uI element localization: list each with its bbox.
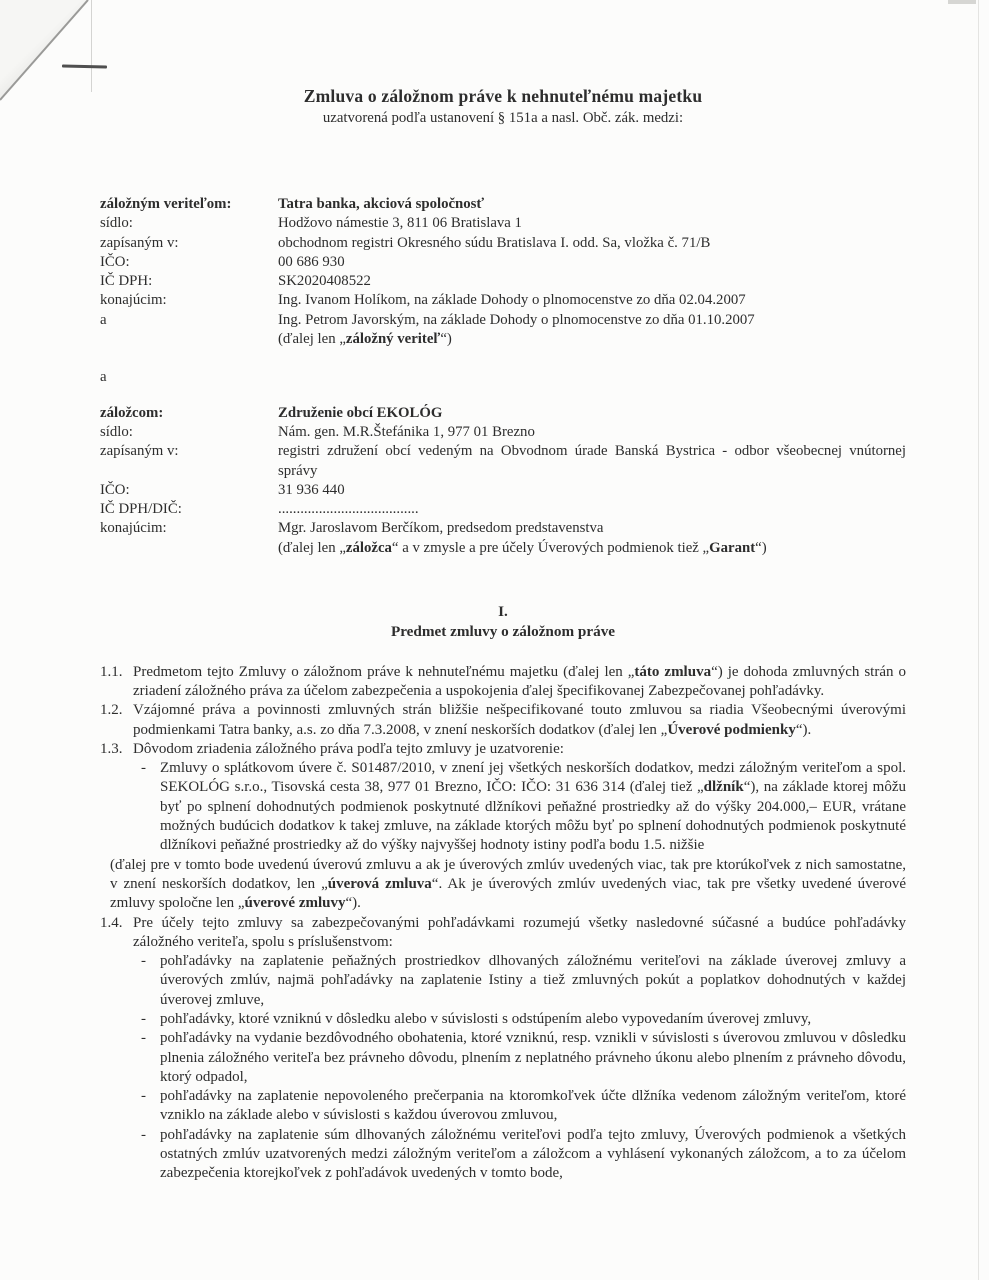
parties-connector: a: [100, 369, 107, 386]
party-row-value: (ďalej len „záložca“ a v zmysle a pre účely Úverových podmienok tiež „Garant“): [278, 539, 767, 556]
party-row-value: obchodnom registri Okresného súdu Bratislava I. odd. Sa, vložka č. 71/B: [278, 234, 711, 251]
party-row: [100, 272, 906, 291]
party-row-value: Mgr. Jaroslavom Berčíkom, predsedom predstavenstva: [278, 520, 604, 537]
party-row-label: [100, 539, 278, 558]
section-heading: [100, 602, 906, 642]
document-page: [100, 0, 906, 1184]
bullet-text: pohľadávky na zaplatenie peňažných prostriedkov dlhovaných záložnému veriteľovi na základe úverovej zmluvy a úverových zmlúv, najmä pohľadávky na zaplatenie Istiny a tiež zmluvných pokút a poplatkov dohodnutých v každej úverovej zmluve,: [160, 953, 906, 1008]
party-row-label: zapísaným v:: [100, 234, 179, 251]
party-row-value: Združenie obcí EKOLÓG: [278, 404, 443, 421]
clause-text: Dôvodom zriadenia záložného práva podľa tejto zmluvy je uzatvorenie:: [133, 740, 564, 757]
party-row: [100, 539, 906, 558]
party-row-value: 00 686 930: [278, 253, 345, 270]
clause-bullet: [133, 1087, 906, 1126]
bullet-text: Zmluvy o splátkovom úvere č. S01487/2010, v znení jej všetkých neskorších dodatkov, medzi záložným veriteľom a spol. SEKOLÓG s.r.o., Tisovská cesta 38, 977 01 Brezno, IČO: IČO: 31 636 314 (ďalej tiež „dlžník“), na základe ktorej môžu byť po splnení dohodnutých podmienok poskytnuté dlžníkovi peňažné prostriedky až do výšky 204.000,– EUR, vrátane možných budúcich dodatkov k takej zmluve, na základe ktorých môžu byť po splnení dohodnutých podmienok poskytnuté dlžníkovi peňažné prostriedky až do výšky najvyššej hodnoty istiny podľa bodu 1.5. nižšie: [160, 760, 907, 854]
party-row-label: zapísaným v:: [100, 443, 179, 460]
bullet-text: pohľadávky na zaplatenie súm dlhovaných záložnému veriteľovi podľa tejto zmluvy, Úverových podmienok a všetkých ostatných zmlúv uzatvorených medzi záložným veriteľom a záložcom a vyhlásení vykonaných záložcom, a to za účelom zabezpečenia ktorejkoľvek z pohľadávok uvedených v tomto bode,: [160, 1126, 906, 1182]
party-row-label: konajúcim:: [100, 520, 167, 537]
party-row: [100, 291, 906, 310]
bullet-dash: -: [141, 1030, 146, 1047]
party-row: [100, 195, 906, 214]
section-title: Predmet zmluvy o záložnom práve: [390, 622, 616, 640]
bullet-dash: -: [141, 953, 146, 970]
party-row-value: Ing. Ivanom Holíkom, na základe Dohody o plnomocenstve zo dňa 02.04.2007: [278, 292, 746, 309]
bullet-text: pohľadávky, ktoré vzniknú v dôsledku alebo v súvislosti s odstúpením alebo vypovedaním úverovej zmluvy,: [160, 1010, 812, 1027]
party-row-value: 31 936 440: [278, 481, 345, 498]
party-row-label: IČO:: [100, 481, 130, 498]
party-row-value: ......................................: [278, 501, 419, 518]
clause-bullet: [133, 952, 906, 1010]
clause-number: 1.4.: [100, 914, 123, 931]
contract-clause: [100, 663, 906, 702]
scan-edge-artifact: [978, 0, 979, 1280]
party-row-value: Tatra banka, akciová spoločnosť: [278, 196, 485, 212]
party-row: [100, 234, 906, 253]
party-row-label: sídlo:: [100, 215, 133, 232]
party-row-label: sídlo:: [100, 423, 133, 440]
party-row: [100, 442, 906, 481]
party-row-label: IČ DPH/DIČ:: [100, 501, 182, 518]
clause-text: Vzájomné práva a povinnosti zmluvných strán bližšie nešpecifikované touto zmluvou sa riadia Všeobecnými úverovými podmienkami Tatra banky, a.s. zo dňa 7.3.2008, v znení neskorších dodatkov (ďalej len „Úverové podmienky“).: [133, 702, 906, 738]
contract-clause: [100, 701, 906, 740]
clause-bullet: [133, 1126, 906, 1184]
bullet-dash: -: [141, 1010, 146, 1027]
party-row: [100, 330, 906, 349]
section-number: I.: [498, 603, 508, 621]
bullet-dash: -: [141, 1088, 146, 1105]
contract-clause: [100, 914, 906, 1184]
party-row: [100, 253, 906, 272]
party-row: [100, 214, 906, 233]
party-row-label: IČ DPH:: [100, 273, 153, 290]
contract-clause: [100, 740, 906, 914]
party-row-value: Hodžovo námestie 3, 811 06 Bratislava 1: [278, 215, 522, 232]
clause-number: 1.2.: [100, 702, 123, 719]
party-row-label: a: [100, 311, 107, 328]
party-row-label: IČO:: [100, 253, 130, 270]
page-subtitle: uzatvorená podľa ustanovení § 151a a nasl. Obč. zák. medzi:: [322, 110, 684, 126]
party-row-label: konajúcim:: [100, 292, 167, 309]
clause-number: 1.3.: [100, 740, 123, 757]
bullet-dash: -: [141, 1126, 146, 1143]
clause-bullet: [133, 1029, 906, 1087]
party-row-value: SK2020408522: [278, 273, 371, 290]
clause-text: Predmetom tejto Zmluvy o záložnom práve k nehnuteľnému majetku (ďalej len „táto zmluva“) je dohoda zmluvných strán o zriadení záložného práva za účelom zabezpečenia a uspokojenia ďalej špecifikovanej Zabezpečovanej pohľadávky.: [133, 663, 906, 699]
clause-number: 1.1.: [100, 663, 123, 680]
party-row: [100, 519, 906, 538]
bullet-dash: -: [141, 760, 146, 777]
party-row-value: registri združení obcí vedeným na Obvodnom úrade Banská Bystrica - odbor všeobecnej vnútornej správy: [278, 443, 906, 479]
creditor-block: [100, 195, 906, 349]
party-row-label: [100, 330, 278, 349]
party-row: [100, 481, 906, 500]
clause-bullet: [133, 759, 906, 855]
pledgor-block: [100, 404, 906, 558]
party-row-label: záložným veriteľom:: [100, 196, 232, 212]
party-row: [100, 500, 906, 519]
page-title: Zmluva o záložnom práve k nehnuteľnému majetku: [303, 86, 703, 106]
party-row-value: Ing. Petrom Javorským, na základe Dohody o plnomocenstve zo dňa 01.10.2007: [278, 311, 755, 328]
party-row: [100, 404, 906, 423]
smudge-artifact: [948, 0, 976, 4]
bullet-text: pohľadávky na vydanie bezdôvodného obohatenia, ktoré vzniknú, resp. vznikli v súvislosti s úverovou zmluvou v dôsledku plnenia záložného veriteľa bez právneho dôvodu, plnením z neplatného právneho úkonu alebo plnením z právneho dôvodu, ktorý odpadol,: [160, 1030, 906, 1085]
party-row-label: záložcom:: [100, 404, 164, 421]
party-row-value: (ďalej len „záložný veriteľ“): [278, 331, 452, 348]
crease-line-artifact: [91, 0, 92, 92]
clause-text: Pre účely tejto zmluvy sa zabezpečovanými pohľadávkami rozumejú všetky nasledovné súčasné a budúce pohľadávky záložného veriteľa, spolu s príslušenstvom:: [133, 914, 906, 950]
party-row: [100, 423, 906, 442]
clause-bullet: [133, 1010, 906, 1029]
clause-continuation: (ďalej pre v tomto bode uvedenú úverovú zmluvu a ak je úverových zmlúv uvedených viac, tak pre ktorúkoľvek z nich samostatne, v znení neskorších dodatkov, len „úverová zmluva“. Ak je úverových zmlúv uvedených viac, tak pre všetky uvedené úverové zmluvy spoločne len „úverové zmluvy“).: [110, 856, 906, 912]
clauses: [100, 663, 906, 1184]
party-row-value: Nám. gen. M.R.Štefánika 1, 977 01 Brezno: [278, 423, 535, 440]
party-row: [100, 311, 906, 330]
bullet-text: pohľadávky na zaplatenie nepovoleného prečerpania na ktoromkoľvek účte dlžníka vedenom záložným veriteľom, ktoré vzniklo na základe alebo v súvislosti s každou úverovou zmluvou,: [160, 1088, 906, 1124]
